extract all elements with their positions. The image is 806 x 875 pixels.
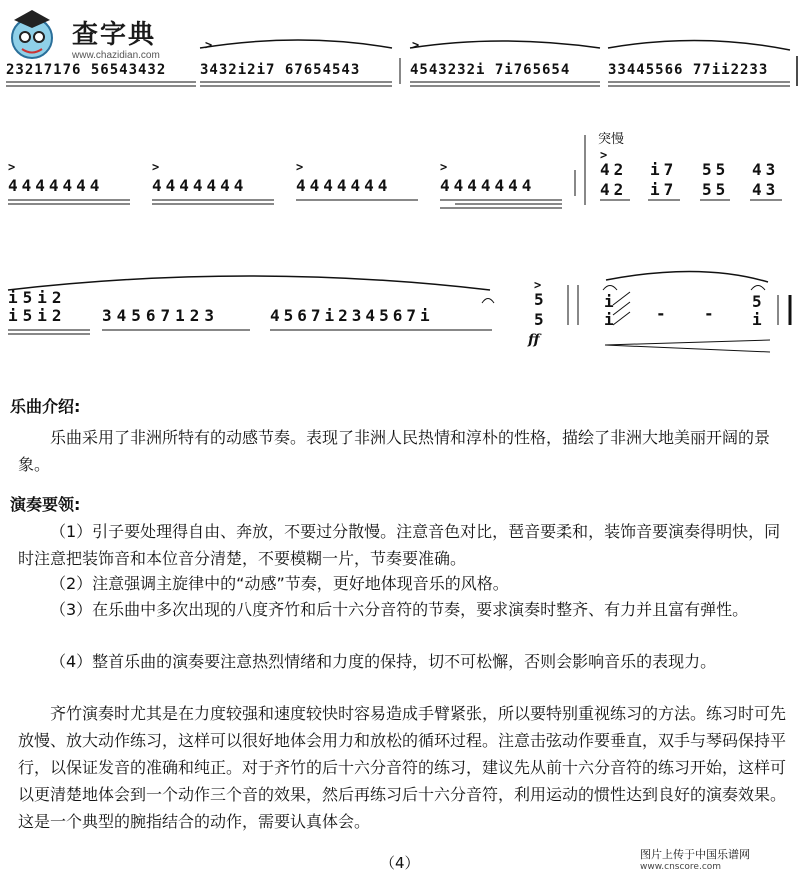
- watermark-line-2: www.cnscore.com: [640, 862, 722, 872]
- score-measure: 34567123: [102, 306, 220, 325]
- tips-heading: 演奏要领:: [10, 495, 81, 514]
- tip-item: 齐竹演奏时尤其是在力度较强和速度较快时容易造成手臂紧张，所以要特别重视练习的方法。练习时可先放慢、放大动作练习，这样可以很好地体会用力和放松的循环过程。注意击弦动作要垂直，双手与琴码保持平行，以保证发音的准确和纯正。对于齐竹的后十六分音符的练习，建议先从前十六分音符的练习开始，这样可以更清楚地体会到一个动作三个音的效果，然后再练习后十六分音符，利用运动的惯性达到良好的演奏效果。这是一个典型的腕指结合的动作，需要认真体会。: [18, 704, 787, 831]
- score-measure: 4444444: [296, 176, 392, 195]
- score-note: 5: [752, 292, 763, 311]
- watermark: [640, 848, 750, 874]
- logo-brand: 查字典: [72, 20, 157, 50]
- slur: [608, 40, 790, 50]
- slur: [606, 271, 768, 282]
- tip-item: （4）整首乐曲的演奏要注意热烈情绪和力度的保持，切不可松懈，否则会影响音乐的表现力。: [50, 652, 717, 671]
- slur: [410, 41, 600, 48]
- score-measure: i7: [650, 180, 678, 199]
- tip-item: （3）在乐曲中多次出现的八度齐竹和后十六分音符的节奏，要求演奏时整齐、有力并且富有弹性。: [50, 600, 749, 619]
- score-measure: 55: [702, 160, 730, 179]
- slur: [8, 276, 490, 290]
- intro-text: 乐曲采用了非洲所特有的动感节奏。表现了非洲人民热情和淳朴的性格，描绘了非洲大地美丽开阔的景象。: [18, 428, 771, 474]
- score-note: 5: [534, 290, 545, 309]
- score-measure: 4444444: [8, 176, 104, 195]
- score-dash: -: [656, 304, 667, 323]
- score-measure: 4543232i 7i765654: [410, 62, 571, 78]
- page-number: （4）: [380, 854, 420, 872]
- score-accent: >: [152, 160, 161, 174]
- tip-item: （2）注意强调主旋律中的“动感”节奏，更好地体现音乐的风格。: [50, 574, 509, 593]
- intro-heading: 乐曲介绍:: [10, 397, 81, 416]
- score-measure: i5i2: [8, 288, 67, 307]
- score-measure: 33445566 77ii2233: [608, 62, 769, 78]
- score-accent: >: [412, 38, 421, 52]
- score-measure: 55: [702, 180, 730, 199]
- score-measure: 4444444: [152, 176, 248, 195]
- score-measure: 43: [752, 180, 780, 199]
- tip-item: （1）引子要处理得自由、奔放，不要过分散慢。注意音色对比，琶音要柔和，装饰音要演奏得明快，同时注意把装饰音和本位音分清楚，不要模糊一片，节奏要准确。: [18, 522, 781, 568]
- score-measure: i7: [650, 160, 678, 179]
- score-note: 5: [534, 310, 545, 329]
- score-accent: >: [296, 160, 305, 174]
- slur: [200, 40, 392, 48]
- score-accent: >: [440, 160, 449, 174]
- score-note: i: [752, 310, 763, 329]
- score-accent: >: [205, 38, 214, 52]
- dynamic-mark: ff: [528, 332, 540, 348]
- score-measure: i5i2: [8, 306, 67, 325]
- tempo-mark: 突慢: [598, 132, 625, 147]
- score-accent: >: [600, 148, 609, 162]
- score-measure: 3432i2i7 67654543: [200, 62, 361, 78]
- score-accent: >: [8, 160, 17, 174]
- score-measure: 23217176 56543432: [6, 62, 167, 78]
- score-accent: >: [534, 278, 543, 292]
- score-measure: 42: [600, 160, 628, 179]
- score-measure: 43: [752, 160, 780, 179]
- watermark-line-1: 图片上传于中国乐谱网: [640, 848, 750, 861]
- score-measure: 4444444: [440, 176, 536, 195]
- score-measure: 4567i234567i: [270, 306, 434, 325]
- logo-url: www.chazidian.com: [72, 50, 160, 61]
- score-measure: 42: [600, 180, 628, 199]
- score-note: i: [604, 292, 615, 311]
- score-dash: -: [704, 304, 715, 323]
- score-note: i: [604, 310, 615, 329]
